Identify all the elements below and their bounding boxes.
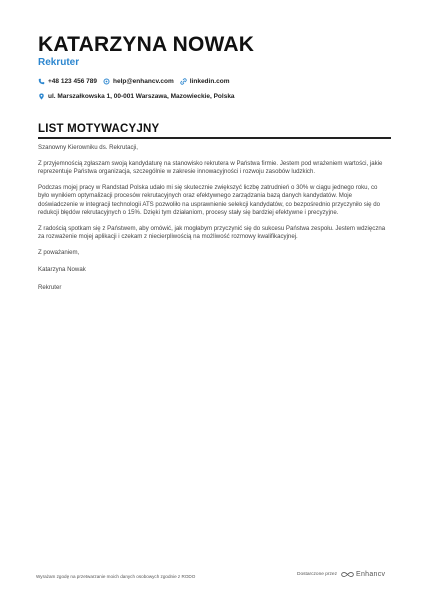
phone-text: +48 123 456 789 xyxy=(48,78,97,85)
email-icon xyxy=(103,78,110,85)
letter-paragraph-3: Z radością spotkam się z Państwem, aby omówić, jak mogłabym przyczynić się do sukcesu Państwa zespołu. Jestem wdzięczna za rozważenie mojej aplikacji i czekam z niecierpliwością na możliwość rozmowy kwalifikacyjnej. xyxy=(38,224,386,240)
candidate-role: Rekruter xyxy=(38,57,80,68)
candidate-name: KATARZYNA NOWAK xyxy=(38,33,255,56)
contact-row-primary xyxy=(38,77,398,86)
link-icon xyxy=(180,78,187,85)
letter-body xyxy=(38,144,390,299)
letter-paragraph-2: Podczas mojej pracy w Randstad Polska udało mi się skutecznie zwiększyć liczbę zatrudnień o 30% w ciągu jednego roku, co było wynikiem optymalizacji procesów rekrutacyjnych oraz efektywnego zarządzania bazą danych kandydatów. Moje doświadczenie w integracji technologii ATS pozwoliło na usprawnienie selekcji kandydatów, co bezpośrednio przyczyniło się do redukcji błędów rekrutacyjnych o 15%. Dzięki tym działaniom, procesy stały się bardziej efektywne i precyzyjne. xyxy=(38,183,381,216)
brand-name: Enhancv xyxy=(356,571,386,578)
brand-logo xyxy=(341,571,385,578)
gdpr-consent: Wyrażam zgodę na przetwarzanie moich danych osobowych zgodnie z RODO xyxy=(36,574,196,579)
powered-by-label: Dostarczone przez xyxy=(297,572,337,577)
contact-address xyxy=(38,93,235,100)
contact-row-address xyxy=(38,92,398,101)
phone-icon xyxy=(38,78,45,85)
signature-role: Rekruter xyxy=(38,283,62,291)
linkedin-text: linkedin.com xyxy=(189,78,230,85)
contact-linkedin[interactable] xyxy=(180,78,230,85)
letter-greeting: Szanowny Kierowniku ds. Rekrutacji, xyxy=(38,144,138,151)
contact-email[interactable] xyxy=(103,78,174,85)
letter-closing: Z poważaniem, xyxy=(38,248,80,256)
address-text: ul. Marszałkowska 1, 00-001 Warszawa, Mazowieckie, Polska xyxy=(48,93,235,100)
contact-info xyxy=(38,77,398,107)
letter-paragraph-1: Z przyjemnością zgłaszam swoją kandydaturę na stanowisko rekrutera w Państwa firmie. Jestem pod wrażeniem wartości, jakie reprezentuje Państwa organizacja, szczególnie w zakresie innowacyjności i rozwoju zasobów ludzkich. xyxy=(38,159,383,175)
section-title: LIST MOTYWACYJNY xyxy=(38,123,160,135)
infinity-icon xyxy=(341,571,354,578)
location-icon xyxy=(38,93,45,100)
powered-by[interactable] xyxy=(297,571,385,578)
email-text: help@enhancv.com xyxy=(112,78,174,85)
section-divider xyxy=(38,137,391,139)
signature-name: Katarzyna Nowak xyxy=(38,266,86,273)
contact-phone[interactable] xyxy=(38,78,97,85)
